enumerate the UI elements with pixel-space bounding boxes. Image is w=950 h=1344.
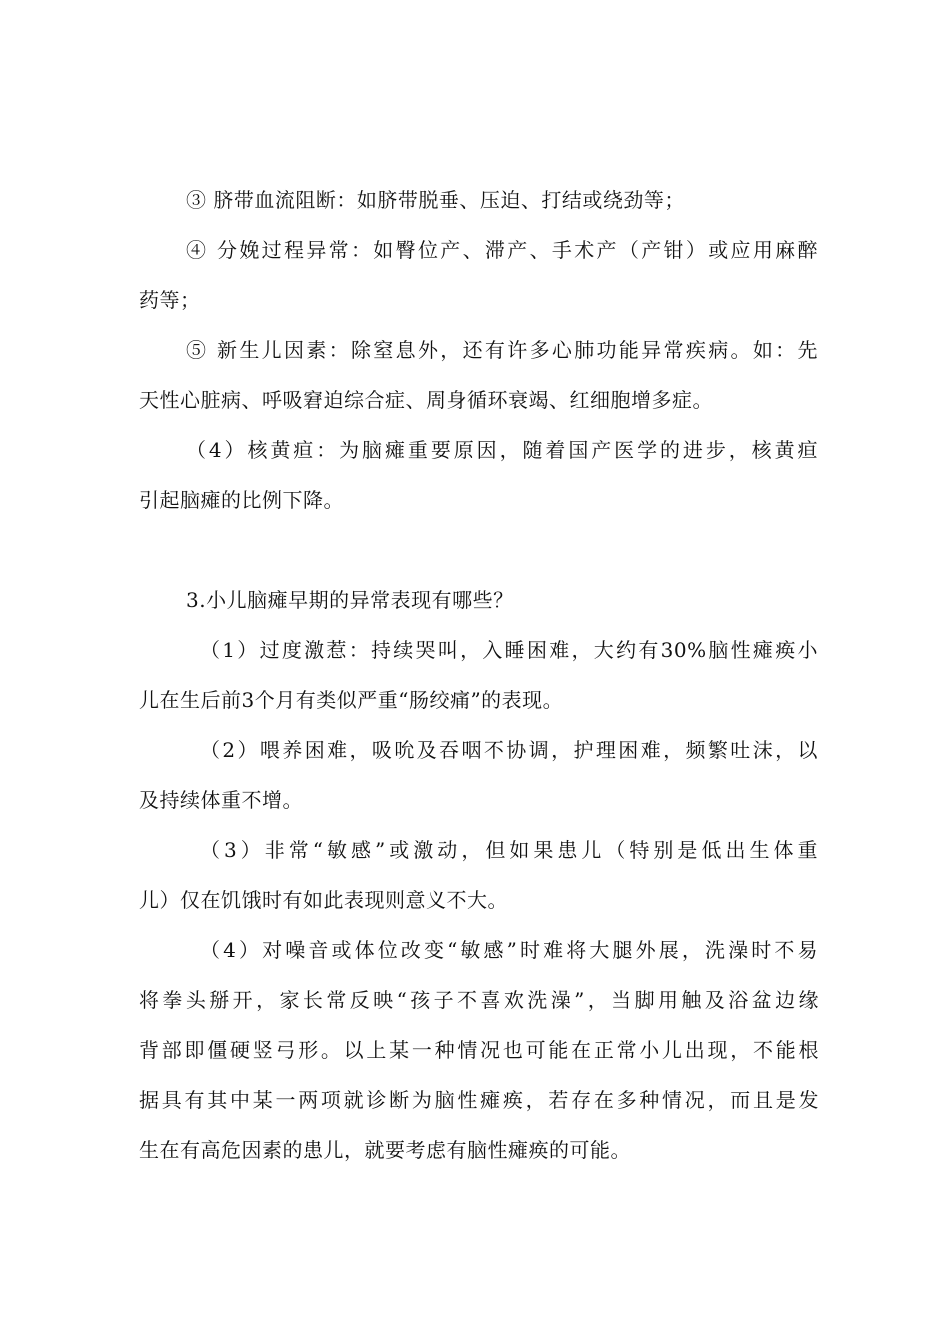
text-line-noise-cont-3: 据具有其中某一两项就诊断为脑性瘫痪，若存在多种情况，而且是发 — [139, 1088, 819, 1112]
text-line-kernicterus-cont: 引起脑瘫的比例下降。 — [139, 488, 344, 512]
text-line-sensitive: （3）非常“敏感”或激动，但如果患儿（特别是低出生体重 — [200, 838, 818, 862]
text-line-delivery-abnormal-cont: 药等； — [139, 288, 201, 312]
section-heading: 3.小儿脑瘫早期的异常表现有哪些？ — [186, 588, 514, 612]
text-line-sensitive-cont: 儿）仅在饥饿时有如此表现则意义不大。 — [139, 888, 508, 912]
text-line-noise: （4）对噪音或体位改变“敏感”时难将大腿外展，洗澡时不易 — [200, 938, 818, 962]
text-line-noise-cont-1: 将拳头掰开，家长常反映“孩子不喜欢洗澡”，当脚用触及浴盆边缘 — [139, 988, 819, 1012]
text-line-newborn-factors: ⑤ 新生儿因素：除窒息外，还有许多心肺功能异常疾病。如：先 — [186, 338, 818, 362]
text-line-cord-blood: ③ 脐带血流阻断：如脐带脱垂、压迫、打结或绕劲等； — [186, 188, 685, 212]
text-line-noise-cont-4: 生在有高危因素的患儿，就要考虑有脑性瘫痪的可能。 — [139, 1138, 631, 1162]
text-line-irritability-cont: 儿在生后前3个月有类似严重“肠绞痛”的表现。 — [139, 688, 564, 712]
text-line-noise-cont-2: 背部即僵硬竖弓形。以上某一种情况也可能在正常小儿出现，不能根 — [139, 1038, 819, 1062]
text-line-kernicterus: （4）核黄疸：为脑瘫重要原因，随着国产医学的进步，核黄疸 — [186, 438, 818, 462]
text-line-delivery-abnormal: ④ 分娩过程异常：如臀位产、滞产、手术产（产钳）或应用麻醉 — [186, 238, 818, 262]
text-line-feeding-cont: 及持续体重不增。 — [139, 788, 303, 812]
text-line-newborn-factors-cont: 天性心脏病、呼吸窘迫综合症、周身循环衰竭、红细胞增多症。 — [139, 388, 713, 412]
text-line-feeding: （2）喂养困难，吸吮及吞咽不协调，护理困难，频繁吐沫，以 — [200, 738, 818, 762]
text-line-irritability: （1）过度激惹：持续哭叫，入睡困难，大约有30%脑性瘫痪小 — [200, 638, 818, 662]
